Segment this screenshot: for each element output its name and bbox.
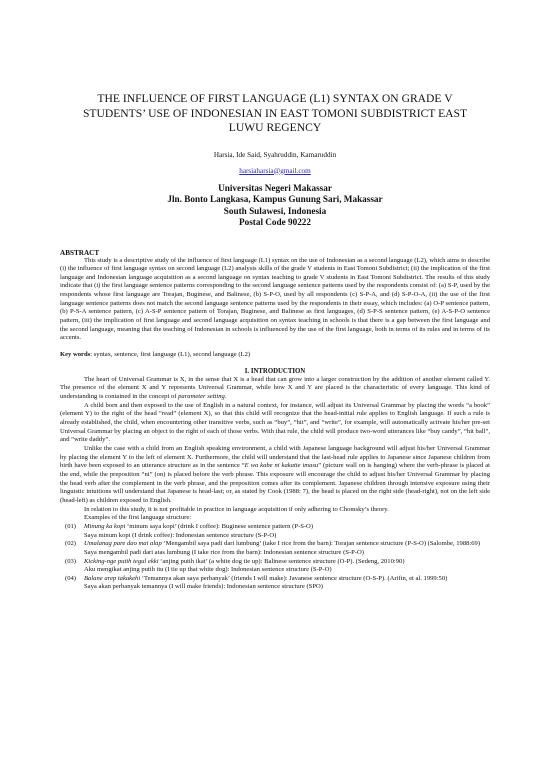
author-email-link[interactable]: harsiaharsia@gmail.com <box>239 166 311 175</box>
example-indonesian: Saya akan perbanyak temannya (I will make friends): Indonesian sentence structure (SPO) <box>84 583 323 591</box>
example-l1-sentence: Kicking-nge putih tegul ekki <box>84 557 159 565</box>
example-text <box>84 540 490 549</box>
intro-p3-text: Unlike the case with a child from an English speaking environment, a child with Japanese language background will adjust his/her Universal Grammar by placing the element Y to the left of element X. Furthermore, the child will understand that the last-head rule applies to Japanese since Japanese children from birth have been exposed to an utterance structure as in the sentence “ <box>60 444 490 470</box>
examples-title: Examples of the first language structure: <box>84 514 192 522</box>
example-gloss: ‘minum saya kopi’ (drink I coffee): Buginese sentence pattern (P-S-O) <box>125 522 314 530</box>
example-item <box>60 575 490 584</box>
keywords-text: : syntax, sentence, first language (L1), second language (L2) <box>90 351 251 359</box>
example-item <box>60 523 490 532</box>
intro-p1-term: parameter setting <box>178 393 225 401</box>
example-number: (01) <box>65 522 76 530</box>
example-item <box>60 540 490 549</box>
affiliation-postal: Postal Code 90222 <box>239 217 311 227</box>
intro-p1-end: . <box>224 393 227 401</box>
example-number: (04) <box>65 574 76 582</box>
example-indonesian: Saya minum kopi (I drink coffee): Indonesian sentence structure (S-P-O) <box>84 531 277 539</box>
example-gloss: ‘anjing putih ikat’ (a white dog tie up): Balinese sentence structure (O-P). (Sedeng, 2010:90) <box>158 557 405 565</box>
example-gloss: ‘Mengambil saya padi dari lumbung’ (take I rice from the barn): Torajan sentence structure (P-S-O) (Salombe, 1988:69) <box>161 540 481 548</box>
example-text <box>84 575 490 584</box>
abstract-text: This study is a descriptive study of the influence of first language (L1) syntax on the use of Indonesian as a second language (L2), which aims to describe (i) the influence of first language syntax on second language (L2) analysis skills of the grade V students in East Tomoni Subdistrict; (ii) the implication of the first language and Indonesian language acquisition as a second language on syntax teaching to grade V students in East Tomoni Subdistrict. The results of this study indicate that (i) the first language sentence patterns corresponding to the second language sentence patterns used by the respondents consist of: (a) S-P, used by the respondents whose first language are Torajan, Buginese, and Balinese, (b) S-P-O, used by all respondents (c) S-P-A, and (d) S-P-O-A, (ii) the use of the first language sentence patterns does not match the second language sentence patterns used by the respondents in their essay, which includes: (a) O-P sentence pattern, (b) P-S-A sentence pattern, (c) A-S-P sentence pattern of Torajan, Buginese, and Balinese as first languages, (d) S-P-S sentence pattern, (e) A-S-P-O sentence pattern, (iii) the implication of first language and second language acquisition on syntax teaching in schools is that there is a gap between the first language and the second language, meaning that the teaching of Indonesian in schools is influenced by the use of the first language, both in terms of its rules and in terms of its accents. <box>60 256 490 342</box>
example-text <box>84 558 490 567</box>
affiliation-address: Jln. Bonto Langkasa, Kampus Gunung Sari, Makassar <box>167 194 383 204</box>
example-item <box>60 558 490 567</box>
example-indonesian: Saya mengambil padi dari atas lumbung (I take rice from the barn): Indonesian sentence structure (S-P-O) <box>84 548 364 556</box>
examples-list <box>60 523 490 592</box>
example-l1-sentence: Minung ka kopi <box>84 522 126 530</box>
example-gloss: ‘Temannya akan saya perbanyak’ (friends I will make): Javanese sentence structure (O-S-P). (Arifin, et al. 1999:50) <box>140 574 448 582</box>
example-number: (03) <box>65 557 76 565</box>
intro-paragraph-4: In relation to this study, it is not profitable in practice in language acquisition if only adhering to Chomsky’s theory. <box>84 505 389 513</box>
affiliation-university: Universitas Negeri Makassar <box>218 182 332 193</box>
example-number: (02) <box>65 540 76 548</box>
affiliation-region: South Sulawesi, Indonesia <box>223 205 327 216</box>
affiliation-block <box>60 183 490 229</box>
section-heading-introduction: I. INTRODUCTION <box>244 367 306 375</box>
example-l1-sentence: Balane arep takakehi <box>84 574 141 582</box>
keywords <box>60 351 490 360</box>
keywords-label: Key words <box>60 351 91 359</box>
intro-paragraph-3 <box>60 445 490 506</box>
example-text <box>84 523 490 532</box>
intro-p3-rest: ” (picture wall on is hanging) where the verb-phrase is placed at the end, while the preposition “ni” (on) is placed before the verb phrase. This exposure will encourage the child to adjust his/her Universal Grammar by placing the head verb after the complement in the verb phrase, and the preposition comes after its complement. Japanese children through intensive exposure using their linguistic intuitions will understand that Japanese is head-last; or, as stated by Cook (1988: 7), the head is placed on the right side (head-right), not on the left side (head-left) as children exposed to English. <box>60 462 490 504</box>
example-indonesian: Aku mengikat anjing putih itu (I tie up that white dog): Indonesian sentence structure (S-P-O) <box>84 566 332 574</box>
intro-paragraph-1 <box>60 376 490 402</box>
intro-paragraph-2: A child born and then exposed to the use of English in a natural context, for instance, will adjust its Universal Grammar by placing the words “a book” (element Y) to the right of the head “read” (element X), so that this child will recognize that the head-initial rule applies to English language. If such a rule is already established, the child, when encountering other transitive verbs, such as “buy”, “hit”, and “write”, for example, will automatically activate his/her pre-set Universal Grammar by placing an object to the right of each of those verbs. With that rule, the child will produce two-word utterances like “buy candy”, “hit ball”, and “write daddy”. <box>60 401 490 444</box>
paper-title: THE INFLUENCE OF FIRST LANGUAGE (L1) SYNTAX ON GRADE V STUDENTS’ USE OF INDONESIAN IN EAST TOMONI SUBDISTRICT EAST LUWU REGENCY <box>82 92 468 134</box>
abstract-heading: ABSTRACT <box>60 248 100 257</box>
example-l1-sentence: Umalanag pare dao mai alap <box>84 540 162 548</box>
intro-p3-example: E wa kabe ni kakatte imasu <box>244 462 319 470</box>
author-list: Harsia, Ide Said, Syahruddin, Kamaruddin <box>213 150 337 159</box>
intro-p1-text: The heart of Universal Grammar is X, in the sense that X is a head that can grow into a larger construction by the addition of another element called Y. The presence of the element X and Y represents Universal Grammar, while how X and Y are placed is the characteristic of every language. This kind of understanding is contained in the concept of <box>60 375 490 401</box>
